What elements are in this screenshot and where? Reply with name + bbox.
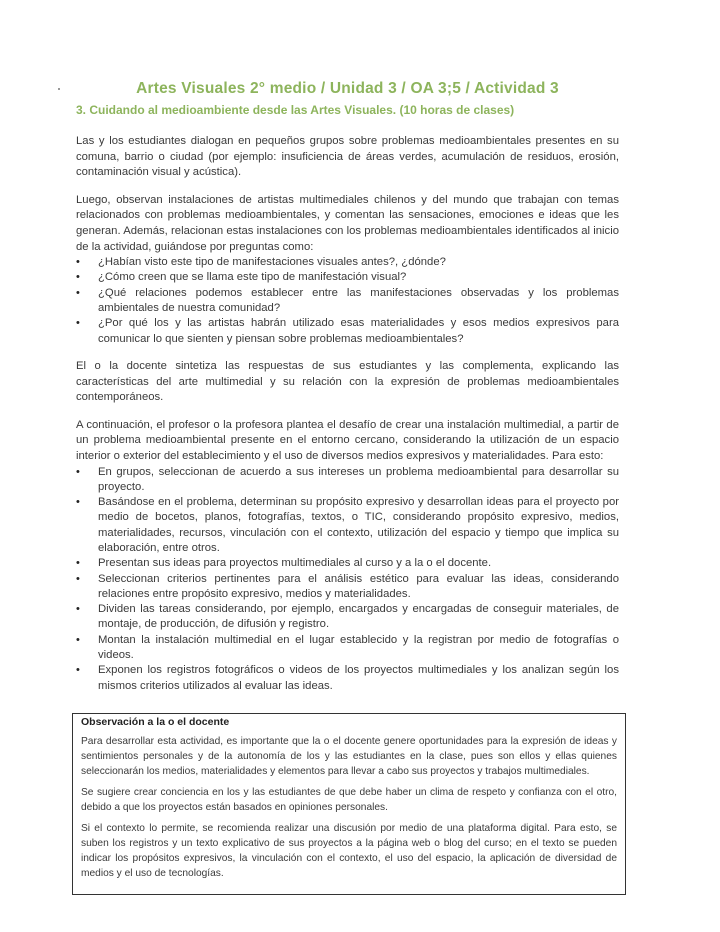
paragraph-intro: Las y los estudiantes dialogan en pequeños grupos sobre problemas medioambientales presentes en su comuna, barrio o ciudad (por ejemplo: insuficiencia de áreas verdes, acumulación de residuos, erosión, contaminación visual y acústica). [76, 135, 619, 179]
list-item: • ¿Qué relaciones podemos establecer entre las manifestaciones observadas y los problemas ambientales de nuestra comunidad? [76, 286, 619, 317]
observation-title: Observación a la o el docente [81, 716, 230, 728]
list-item: • ¿Por qué los y las artistas habrán utilizado esas materialidades y esos medios expresivos para comunicar lo que sienten y piensan sobre problemas medioambientales? [76, 316, 619, 347]
list-item: • Seleccionan criterios pertinentes para el análisis estético para evaluar las ideas, considerando relaciones entre propósito expresivo, medios y materialidades. [76, 572, 619, 603]
page-mark [58, 88, 60, 90]
teacher-observation-box [72, 713, 626, 895]
observation-paragraph: Para desarrollar esta actividad, es importante que la o el docente genere oportunidades para la expresión de ideas y sentimientos personales y de la autonomía de los y las estudiantes en la clase, pues son ellos y ellas quienes seleccionarán los medios, materialidades y elementos para llevar a cabo sus proyectos y trabajos multimediales. [81, 736, 617, 777]
paragraph-synthesis: El o la docente sintetiza las respuestas de sus estudiantes y las complementa, explicando las características del arte multimedial y su relación con la expresión de problemas medioambientales contemporáneos. [76, 359, 619, 404]
list-item: • ¿Cómo creen que se llama este tipo de manifestación visual? [76, 270, 619, 285]
paragraph-challenge: A continuación, el profesor o la profesora plantea el desafío de crear una instalación multimedial, a partir de un problema medioambiental presente en el entorno cercano, considerando la utilización de un espacio interior o exterior del establecimiento y el uso de diversos medios expresivos y materialidades. Para esto: [76, 418, 619, 462]
paragraph-observe: Luego, observan instalaciones de artistas multimediales chilenos y del mundo que trabajan con temas relacionados con problemas medioambientales, y comentan las sensaciones, emociones e ideas que les generan. Además, relacionan estas instalaciones con los problemas medioambientales identificados al inicio de la actividad, guiándose por preguntas como: [76, 193, 619, 253]
list-item: • ¿Habían visto este tipo de manifestaciones visuales antes?, ¿dónde? [76, 255, 619, 270]
document-page [76, 80, 619, 694]
list-item: • Basándose en el problema, determinan su propósito expresivo y desarrollan ideas para el proyecto por medio de bocetos, planos, fotografías, textos, o TIC, considerando propósito expresivo, medios, materialidades, recursos, vinculación con el contexto, utilización del espacio y tiempo que implica su elaboración, entre otros. [76, 495, 619, 556]
steps-list [76, 465, 619, 694]
observation-paragraph: Si el contexto lo permite, se recomienda realizar una discusión por medio de una plataforma digital. Para esto, se suben los registros y un texto explicativo de sus proyectos a la página web o blog del curso; en el texto se pueden indicar los propósitos expresivos, la vinculación con el contexto, el uso del espacio, la aplicación de diversidad de medios y el uso de tecnologías. [81, 823, 617, 879]
list-item: • Montan la instalación multimedial en el lugar establecido y la registran por medio de fotografías o videos. [76, 633, 619, 664]
page-title: Artes Visuales 2° medio / Unidad 3 / OA 3;5 / Actividad 3 [136, 80, 559, 97]
section-heading: 3. Cuidando al medioambiente desde las Artes Visuales. (10 horas de clases) [76, 103, 515, 117]
list-item: • Dividen las tareas considerando, por ejemplo, encargados y encargadas de conseguir materiales, de montaje, de producción, de difusión y registro. [76, 602, 619, 633]
list-item: • Exponen los registros fotográficos o videos de los proyectos multimediales y los analizan según los mismos criterios utilizados al evaluar las ideas. [76, 663, 619, 694]
list-item: • En grupos, seleccionan de acuerdo a sus intereses un problema medioambiental para desarrollar su proyecto. [76, 465, 619, 496]
observation-paragraph: Se sugiere crear conciencia en los y las estudiantes de que debe haber un clima de respeto y confianza con el otro, debido a que los proyectos están basados en opiniones personales. [81, 787, 617, 813]
list-item: • Presentan sus ideas para proyectos multimediales al curso y a la o el docente. [76, 556, 619, 571]
question-list [76, 255, 619, 347]
